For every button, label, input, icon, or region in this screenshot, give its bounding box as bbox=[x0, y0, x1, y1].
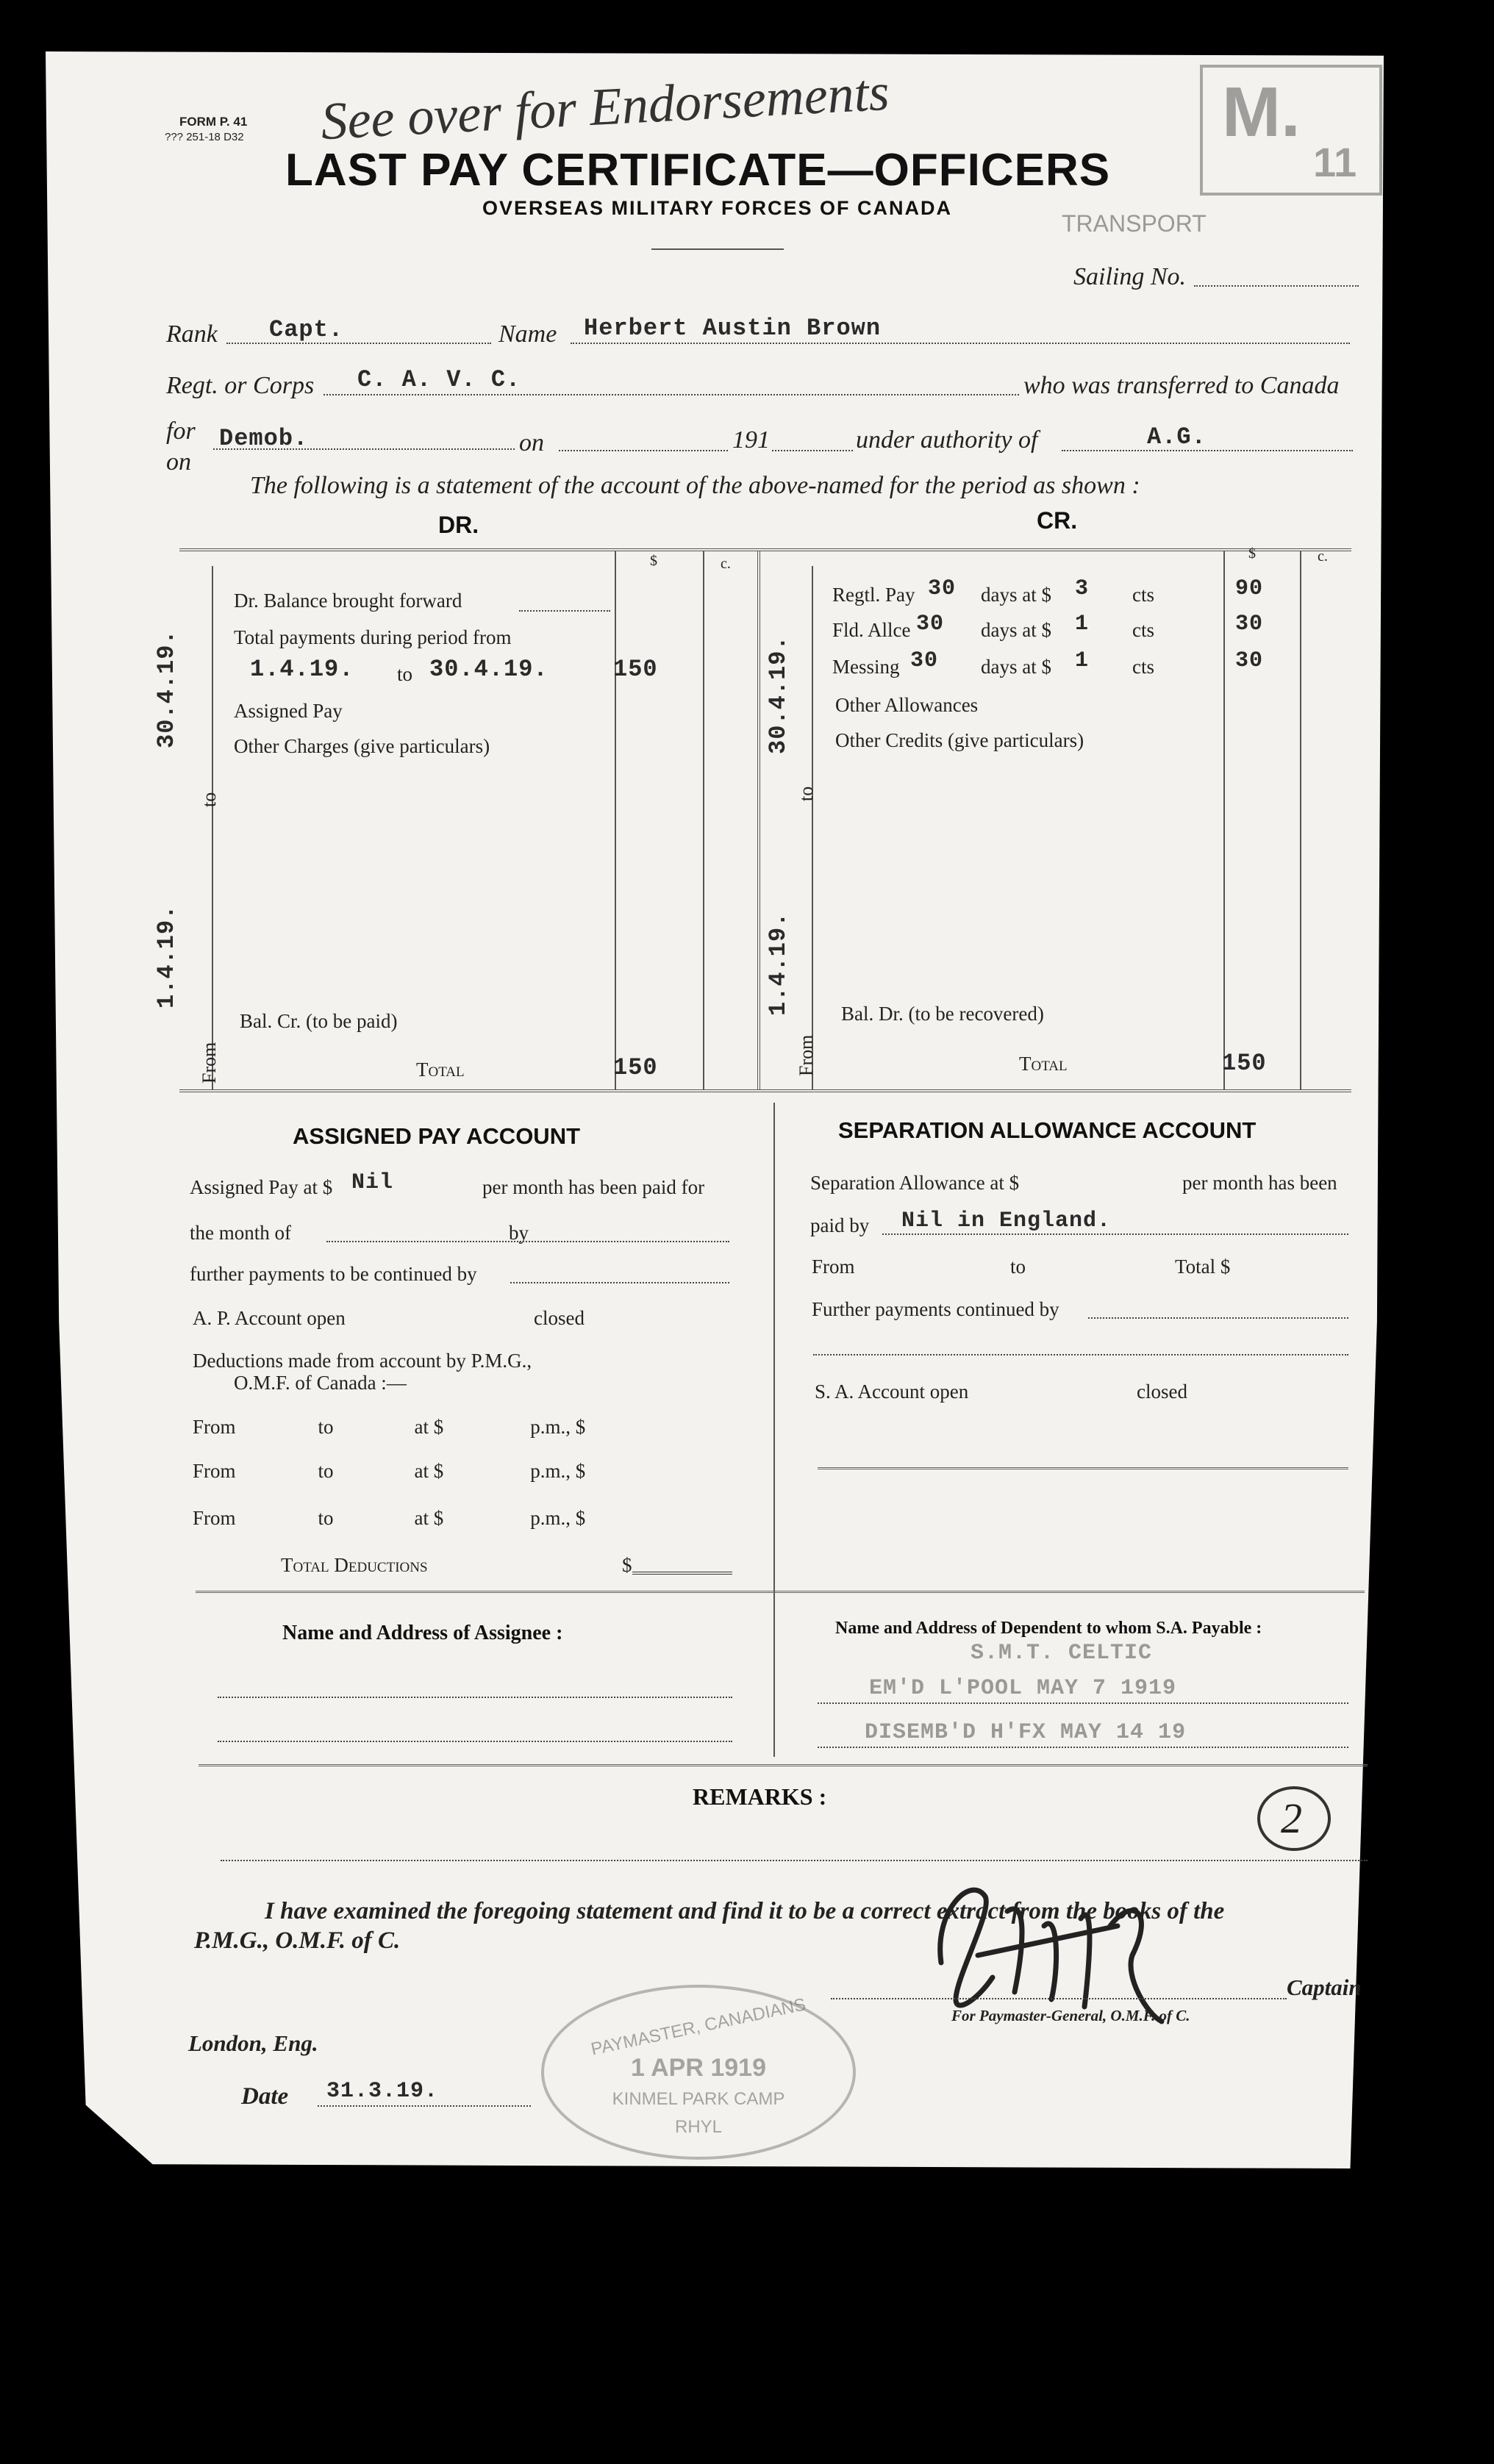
sa-line5b: closed bbox=[1137, 1380, 1187, 1403]
sa-line4: Further payments continued by bbox=[812, 1298, 1059, 1320]
table-bottom-rule bbox=[179, 1089, 1351, 1092]
assignee-line-2[interactable] bbox=[218, 1741, 732, 1742]
cr-other-credits: Other Credits (give particulars) bbox=[835, 729, 1084, 751]
cr-left-rule bbox=[812, 566, 813, 1089]
for-value: Demob. bbox=[219, 425, 309, 452]
ap-line4a: A. P. Account open bbox=[193, 1307, 346, 1329]
ap-line4b: closed bbox=[534, 1307, 585, 1329]
cr-fld-rate: 1 bbox=[1075, 612, 1090, 637]
sa-continued-field-2[interactable] bbox=[813, 1354, 1348, 1355]
dr-side-to: to bbox=[199, 792, 220, 807]
remarks-circled-number bbox=[1257, 1786, 1331, 1851]
ap-line3: further payments to be continued by bbox=[190, 1263, 477, 1285]
cr-bal-dr: Bal. Dr. (to be recovered) bbox=[841, 1003, 1044, 1025]
dependent-stamp-3: DISEMB'D H'FX MAY 14 19 bbox=[865, 1720, 1187, 1745]
assignee-line-1[interactable] bbox=[218, 1697, 732, 1698]
cr-total-label: Total bbox=[1019, 1053, 1068, 1075]
ap-line1-value: Nil bbox=[351, 1170, 394, 1195]
sa-line2-value: Nil in England. bbox=[901, 1208, 1112, 1233]
sa-line5a: S. A. Account open bbox=[815, 1380, 969, 1403]
dr-period-from: 1.4.19. bbox=[250, 656, 354, 683]
sa-rule bbox=[818, 1467, 1348, 1469]
dr-balance-forward-dots bbox=[519, 610, 610, 612]
transport-stamp: TRANSPORT bbox=[1062, 210, 1207, 237]
remarks-line[interactable] bbox=[221, 1860, 1368, 1861]
ap-line1a: Assigned Pay at $ bbox=[190, 1176, 333, 1198]
rank-label: Rank bbox=[166, 320, 218, 348]
cr-side-from: From bbox=[796, 1034, 817, 1076]
date-field[interactable] bbox=[318, 2105, 531, 2107]
sa-continued-field[interactable] bbox=[1088, 1317, 1348, 1319]
table-top-rule bbox=[179, 548, 1351, 551]
year-field[interactable] bbox=[772, 450, 853, 451]
oval-stamp-line-1: PAYMASTER, CANADIANS bbox=[589, 1994, 808, 2060]
ap-total-dollar: $ bbox=[622, 1554, 632, 1576]
cr-messing-days: 30 bbox=[910, 648, 939, 673]
dependent-stamp-1: S.M.T. CELTIC bbox=[971, 1641, 1153, 1666]
cr-regtl-days-at: days at $ bbox=[981, 584, 1051, 606]
authority-field[interactable] bbox=[1062, 450, 1353, 451]
remarks-top-rule bbox=[199, 1764, 1368, 1766]
cr-fld-cts: cts bbox=[1132, 619, 1154, 641]
rank-value: Capt. bbox=[269, 316, 344, 343]
cr-other-allowances: Other Allowances bbox=[835, 694, 979, 716]
center-rule bbox=[757, 551, 760, 1089]
title-rule bbox=[651, 248, 784, 250]
sa-line1b: per month has been bbox=[1182, 1172, 1337, 1194]
ap-deduction-row-2: From to at $ p.m., $ bbox=[193, 1460, 586, 1482]
dr-dollar-header: $ bbox=[650, 553, 657, 569]
dr-dollar-rule bbox=[615, 551, 616, 1089]
remarks-circled-digit: 2 bbox=[1281, 1794, 1302, 1842]
cr-messing-days-at: days at $ bbox=[981, 656, 1051, 678]
cr-fld-allce-label: Fld. Allce bbox=[832, 619, 911, 641]
captain-label: Captain bbox=[1287, 1974, 1362, 2000]
cr-dollar-header: $ bbox=[1248, 545, 1256, 562]
name-field[interactable] bbox=[571, 343, 1350, 344]
cr-side-to: to bbox=[796, 786, 817, 801]
dependent-line-1[interactable] bbox=[818, 1702, 1348, 1704]
place-label: London, Eng. bbox=[188, 2030, 318, 2056]
certification-text-1: I have examined the foregoing statement and find it to be a correct extract from the books of the bbox=[265, 1898, 1225, 1924]
corner-stamp bbox=[1200, 65, 1382, 196]
ap-line6: O.M.F. of Canada :— bbox=[234, 1372, 407, 1394]
cr-messing-label: Messing bbox=[832, 656, 900, 678]
sa-paid-by-field[interactable] bbox=[882, 1233, 1348, 1235]
certificate-page bbox=[46, 51, 1384, 2168]
dr-balance-forward: Dr. Balance brought forward bbox=[234, 590, 462, 612]
separation-allowance-heading: SEPARATION ALLOWANCE ACCOUNT bbox=[838, 1117, 1257, 1143]
ap-month-field[interactable] bbox=[326, 1241, 729, 1242]
remarks-heading: REMARKS : bbox=[693, 1783, 827, 1810]
cr-regtl-cts: cts bbox=[1132, 584, 1154, 606]
on-label: on bbox=[519, 429, 544, 456]
authority-label: under authority of bbox=[856, 426, 1038, 454]
date-value: 31.3.19. bbox=[326, 2079, 439, 2104]
dr-side-from: From bbox=[199, 1042, 220, 1084]
oval-stamp-line-2: 1 APR 1919 bbox=[631, 2054, 766, 2082]
corner-stamp-letter: M. bbox=[1222, 73, 1301, 151]
cr-regtl-days: 30 bbox=[928, 576, 957, 601]
dr-total-label: Total bbox=[416, 1059, 465, 1081]
form-number: FORM P. 41 bbox=[179, 115, 248, 129]
sa-line3c: Total $ bbox=[1175, 1256, 1231, 1278]
dr-left-rule bbox=[212, 566, 213, 1089]
assigned-pay-heading: ASSIGNED PAY ACCOUNT bbox=[293, 1123, 581, 1149]
regt-field[interactable] bbox=[324, 394, 1019, 395]
on-label-left: on bbox=[166, 448, 191, 476]
ap-deduction-row-3: From to at $ p.m., $ bbox=[193, 1507, 586, 1529]
regt-label: Regt. or Corps bbox=[166, 372, 315, 399]
cr-fld-amount: 30 bbox=[1235, 612, 1264, 637]
name-value: Herbert Austin Brown bbox=[584, 315, 882, 342]
cr-cents-rule bbox=[1300, 551, 1301, 1089]
document-subtitle: OVERSEAS MILITARY FORCES OF CANADA bbox=[482, 197, 953, 219]
dr-heading: DR. bbox=[438, 512, 479, 538]
ap-line5: Deductions made from account by P.M.G., bbox=[193, 1350, 532, 1372]
dr-assigned-pay: Assigned Pay bbox=[234, 700, 343, 722]
ap-total-deductions: Total Deductions bbox=[281, 1554, 428, 1576]
on-field[interactable] bbox=[559, 450, 728, 451]
cr-side-to-date: 30.4.19. bbox=[765, 635, 792, 754]
dr-period-to: 30.4.19. bbox=[429, 656, 548, 683]
year-label: 191 bbox=[732, 426, 770, 454]
dr-bal-cr: Bal. Cr. (to be paid) bbox=[240, 1010, 398, 1032]
cr-messing-amount: 30 bbox=[1235, 648, 1264, 673]
sa-line3a: From bbox=[812, 1256, 855, 1278]
dr-side-to-date: 30.4.19. bbox=[153, 629, 180, 748]
corner-stamp-number: 11 bbox=[1313, 139, 1357, 185]
date-label: Date bbox=[241, 2083, 289, 2110]
cr-regtl-amount: 90 bbox=[1235, 576, 1264, 601]
ap-line2b: by bbox=[509, 1222, 529, 1244]
cr-fld-days-at: days at $ bbox=[981, 619, 1051, 641]
dependent-stamp-2: EM'D L'POOL MAY 7 1919 bbox=[869, 1676, 1177, 1701]
dr-total-payments-amount: 150 bbox=[613, 656, 658, 683]
dependent-line-2[interactable] bbox=[818, 1747, 1348, 1748]
sa-line1a: Separation Allowance at $ bbox=[810, 1172, 1020, 1194]
name-label: Name bbox=[498, 320, 557, 348]
document-title: LAST PAY CERTIFICATE—OFFICERS bbox=[285, 145, 1111, 196]
cr-messing-rate: 1 bbox=[1075, 648, 1090, 673]
ap-continued-field[interactable] bbox=[510, 1282, 729, 1283]
sa-line2a: paid by bbox=[810, 1214, 870, 1236]
lower-center-rule bbox=[773, 1103, 775, 1757]
transferred-label: who was transferred to Canada bbox=[1023, 372, 1340, 399]
ap-line2a: the month of bbox=[190, 1222, 291, 1244]
oval-stamp-line-3: KINMEL PARK CAMP bbox=[612, 2089, 785, 2109]
cr-regtl-pay-label: Regtl. Pay bbox=[832, 584, 915, 606]
assignee-heading: Name and Address of Assignee : bbox=[282, 1622, 563, 1644]
oval-stamp-line-4: RHYL bbox=[674, 2117, 723, 2137]
dr-period-to-label: to bbox=[397, 663, 413, 685]
for-label: for bbox=[166, 418, 196, 445]
sa-line3b: to bbox=[1010, 1256, 1026, 1278]
ap-line1b: per month has been paid for bbox=[482, 1176, 705, 1198]
form-sub-number: ??? 251-18 D32 bbox=[165, 131, 244, 143]
dr-side-from-date: 1.4.19. bbox=[153, 904, 180, 1009]
for-paymaster-label: For Paymaster-General, O.M.F. of C. bbox=[951, 2007, 1190, 2024]
cr-regtl-rate: 3 bbox=[1075, 576, 1090, 601]
captain-signature-line[interactable] bbox=[831, 1998, 1287, 1999]
cr-heading: CR. bbox=[1037, 507, 1078, 534]
statement-text: The following is a statement of the account of the above-named for the period as shown : bbox=[250, 472, 1140, 499]
rank-field[interactable] bbox=[226, 343, 491, 344]
dr-cents-header: c. bbox=[721, 556, 731, 572]
cr-cents-header: c. bbox=[1318, 548, 1328, 565]
dr-total-payments: Total payments during period from bbox=[234, 626, 512, 648]
regt-value: C. A. V. C. bbox=[357, 366, 521, 393]
lower-section-rule bbox=[196, 1591, 1365, 1593]
sailing-no-field[interactable] bbox=[1194, 285, 1359, 287]
authority-value: A.G. bbox=[1147, 423, 1207, 451]
cr-messing-cts: cts bbox=[1132, 656, 1154, 678]
cr-fld-days: 30 bbox=[916, 612, 945, 637]
dependent-heading: Name and Address of Dependent to whom S.A. Payable : bbox=[835, 1619, 1262, 1638]
ap-total-underline bbox=[632, 1572, 732, 1575]
handwritten-endorsement-note: See over for Endorsements bbox=[319, 62, 891, 151]
sailing-label: Sailing No. bbox=[1073, 263, 1187, 290]
dr-other-charges: Other Charges (give particulars) bbox=[234, 735, 490, 757]
cr-total-amount: 150 bbox=[1222, 1050, 1267, 1077]
dr-total-amount: 150 bbox=[613, 1054, 658, 1081]
cr-dollar-rule bbox=[1223, 551, 1225, 1089]
dr-cents-rule bbox=[703, 551, 704, 1089]
ap-deduction-row-1: From to at $ p.m., $ bbox=[193, 1416, 586, 1438]
paymaster-oval-stamp bbox=[541, 1985, 856, 2160]
certification-text-2: P.M.G., O.M.F. of C. bbox=[194, 1927, 401, 1954]
cr-side-from-date: 1.4.19. bbox=[765, 912, 792, 1016]
